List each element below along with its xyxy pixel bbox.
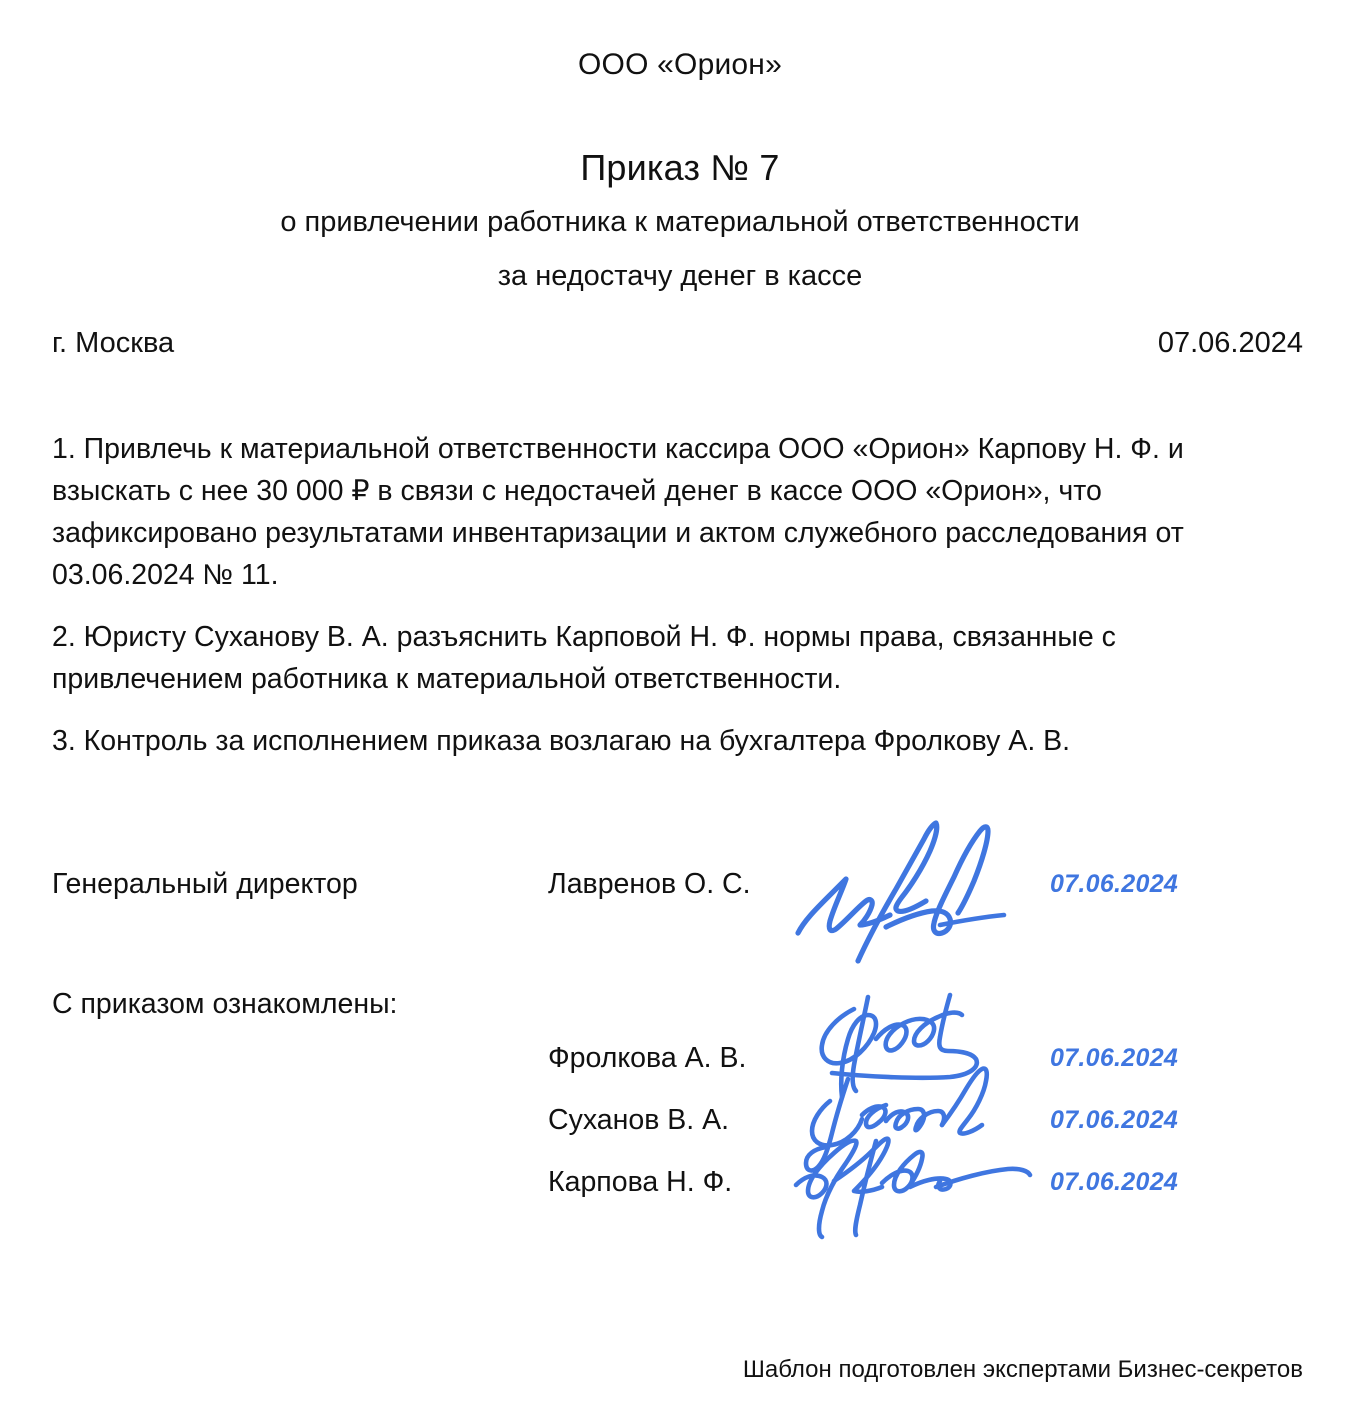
signature-area	[0, 762, 1360, 1227]
order-clause-2: 2. Юристу Суханову В. А. разъяснить Карповой Н. Ф. нормы права, связанные с привлечением работника к материальной ответственности.	[52, 621, 1116, 695]
document-subtitle-line1: о привлечении работника к материальной ответственности	[280, 206, 1080, 238]
acknowledger-name-1: Фролкова А. В.	[548, 1042, 747, 1074]
template-footer-note: Шаблон подготовлен экспертами Бизнес-секретов	[742, 1356, 1303, 1383]
acknowledger-date-3: 07.06.2024	[1050, 1168, 1179, 1196]
acknowledger-name-3: Карпова Н. Ф.	[548, 1166, 733, 1198]
acknowledger-date-2: 07.06.2024	[1050, 1106, 1179, 1134]
director-signature-date: 07.06.2024	[1050, 870, 1179, 898]
document-body	[0, 360, 1360, 762]
acknowledger-row-2	[0, 1103, 1360, 1165]
acknowledgement-label: С приказом ознакомлены:	[52, 988, 398, 1020]
director-signature-row	[0, 867, 1360, 931]
document-date: 07.06.2024	[1157, 327, 1303, 359]
place-date-row	[0, 293, 1360, 360]
acknowledger-row-1	[0, 1041, 1360, 1103]
acknowledgement-label-row	[0, 931, 1360, 1041]
order-clause-3: 3. Контроль за исполнением приказа возлагаю на бухгалтера Фролкову А. В.	[52, 725, 1071, 757]
document-place: г. Москва	[52, 327, 175, 359]
acknowledger-date-1: 07.06.2024	[1050, 1044, 1179, 1072]
director-role-label: Генеральный директор	[52, 868, 358, 900]
organization-name: ООО «Орион»	[578, 48, 782, 81]
director-name-label: Лавренов О. С.	[548, 868, 751, 900]
document-subtitle-line2: за недостачу денег в кассе	[497, 260, 863, 292]
acknowledger-name-2: Суханов В. А.	[548, 1104, 730, 1136]
order-clause-1: 1. Привлечь к материальной ответственности кассира ООО «Орион» Карпову Н. Ф. и взыскать с нее 30 000 ₽ в связи с недостачей денег в кассе ООО «Орион», что зафиксировано результатами инвентаризации и актом служебного расследования от 03.06.2024 № 11.	[52, 433, 1184, 591]
acknowledger-row-3	[0, 1165, 1360, 1227]
document-title: Приказ № 7	[580, 147, 780, 188]
